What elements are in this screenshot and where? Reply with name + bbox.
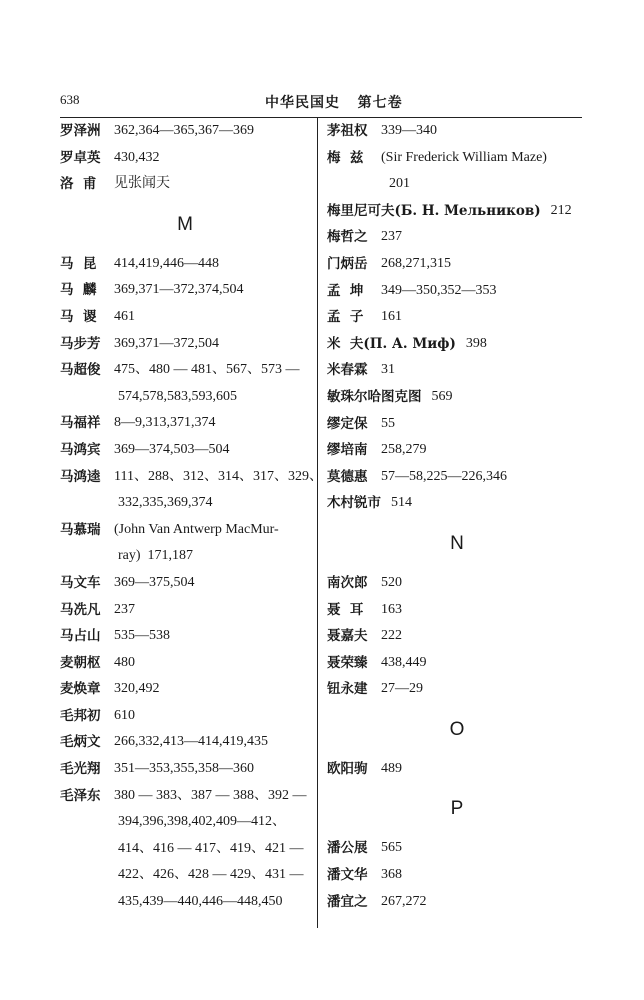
entry-name: 毛炳文: [60, 734, 101, 751]
entry-name: 马福祥: [60, 415, 101, 432]
entry-name: 马冼凡: [60, 601, 101, 618]
entry-pages: 369—374,503—504: [114, 441, 230, 457]
entry-pages: 349—350,352—353: [381, 282, 497, 298]
entry-name: 米春霖: [327, 362, 368, 379]
entry-name: 敏珠尔哈图克图: [327, 388, 422, 405]
entry-name: 毛邦初: [60, 707, 101, 724]
index-entry: [60, 650, 310, 677]
entry-name: 毛光翔: [60, 761, 101, 778]
entry-name: 门炳岳: [327, 255, 368, 272]
entry-name: 茅祖权: [327, 123, 368, 139]
entry-pages: 320,492: [114, 681, 160, 697]
entry-pages: 380 — 383、387 — 388、392 —: [114, 787, 307, 803]
index-entry: [327, 224, 587, 251]
entry-pages: 见张闻天: [114, 176, 170, 192]
entry-pages: 369,371—372,504: [114, 335, 219, 351]
index-entry: [327, 490, 587, 517]
entry-pages-continued: 574,578,583,593,605: [118, 388, 237, 404]
entry-pages-continued: 414、416 — 417、419、421 —: [118, 840, 304, 856]
index-entry: [327, 889, 587, 916]
entry-name: 钮永建: [327, 681, 368, 698]
entry-name: 梅 兹: [327, 149, 364, 166]
entry-name: 南次郎: [327, 574, 368, 591]
index-entry: [60, 410, 310, 437]
entry-name: 毛泽东: [60, 787, 101, 804]
entry-pages-continued: ray) 171,187: [118, 548, 194, 564]
index-entry: [327, 437, 587, 464]
index-entry: [327, 650, 587, 677]
entry-pages: 461: [114, 308, 135, 324]
entry-name: 麦朝枢: [60, 654, 101, 671]
entry-name: 马文车: [60, 574, 101, 591]
section-letter-m: M: [177, 213, 193, 235]
index-entry: [327, 278, 587, 305]
entry-name: 洛 甫: [60, 176, 97, 193]
entry-pages: 212: [550, 202, 572, 218]
section-letter-p: P: [450, 798, 464, 820]
index-entry: [60, 304, 310, 331]
entry-pages: 237: [114, 601, 135, 617]
index-entry: [60, 623, 310, 650]
entry-name: 马慕瑞: [60, 521, 101, 538]
entry-pages: 8—9,313,371,374: [114, 415, 216, 431]
entry-name: 聂荣臻: [327, 654, 368, 671]
entry-name: 聂嘉夫: [327, 628, 368, 645]
index-entry: [60, 570, 310, 597]
entry-pages: 480: [114, 654, 135, 670]
index-entry: [60, 118, 310, 145]
index-entry: [60, 703, 310, 730]
entry-pages: 569: [431, 388, 453, 404]
entry-pages: 57—58,225—226,346: [381, 468, 507, 484]
index-entry: [327, 676, 587, 703]
index-entry: [60, 783, 310, 810]
index-entry: [60, 597, 310, 624]
entry-pages-continued: 435,439—440,446—448,450: [118, 894, 283, 910]
index-entry: [327, 411, 587, 438]
index-entry: [327, 118, 587, 145]
entry-pages: 362,364—365,367—369: [114, 123, 254, 138]
entry-name: 马鸿宾: [60, 441, 101, 458]
index-entry: [60, 331, 310, 358]
entry-name: 马 麟: [60, 282, 97, 299]
index-entry: [60, 145, 310, 172]
index-entry: [60, 171, 310, 198]
entry-name: 马步芳: [60, 335, 101, 352]
entry-pages: 266,332,413—414,419,435: [114, 734, 268, 750]
entry-pages-continued: 201: [389, 176, 410, 192]
entry-name: 罗泽洲: [60, 123, 101, 139]
entry-pages: 237: [381, 229, 402, 245]
entry-pages: 565: [381, 840, 402, 856]
entry-pages: 610: [114, 707, 135, 723]
entry-pages: 339—340: [381, 123, 437, 138]
index-entry: [60, 729, 310, 756]
entry-pages: 369,371—372,374,504: [114, 282, 244, 298]
entry-name: 莫德惠: [327, 468, 368, 485]
right-column: [327, 118, 587, 915]
entry-name: 聂 耳: [327, 601, 364, 618]
entry-pages-continued: 394,396,398,402,409—412、: [118, 814, 286, 830]
entry-pages: 163: [381, 601, 402, 617]
entry-pages: 368: [381, 867, 402, 883]
index-entry: [327, 570, 587, 597]
entry-pages: 414,419,446—448: [114, 255, 219, 271]
entry-name: 木村锐市: [327, 495, 381, 512]
entry-pages: 27—29: [381, 681, 423, 697]
entry-name: 潘宜之: [327, 893, 368, 910]
entry-pages: 161: [381, 309, 402, 325]
entry-name: 米 夫(П. А. Миф): [327, 335, 456, 352]
index-entry: [60, 437, 310, 464]
entry-pages: 55: [381, 415, 395, 431]
entry-pages: 258,279: [381, 442, 427, 458]
entry-pages: 111、288、312、314、317、329、: [114, 468, 323, 484]
entry-pages: 351—353,355,358—360: [114, 761, 254, 777]
left-column: [60, 118, 323, 916]
entry-pages: 268,271,315: [381, 255, 451, 271]
index-entry: [327, 862, 587, 889]
entry-pages: 398: [465, 335, 487, 351]
entry-name: 潘公展: [327, 840, 368, 857]
entry-name: 缪定保: [327, 415, 368, 432]
section-letter-o: O: [449, 718, 465, 740]
entry-pages-continued: 422、426、428 — 429、431 —: [118, 867, 304, 883]
index-entry: [327, 198, 587, 225]
entry-pages: (Sir Frederick William Maze): [381, 149, 547, 165]
index-entry: [60, 277, 310, 304]
entry-name: 麦焕章: [60, 681, 101, 698]
running-title: 中华民国史 第七卷: [265, 95, 403, 111]
entry-name: 潘文华: [327, 867, 368, 884]
entry-pages: 31: [381, 362, 395, 378]
index-entry: [327, 145, 587, 172]
entry-pages: 475、480 — 481、567、573 —: [114, 362, 300, 378]
entry-name: 马 昆: [60, 255, 97, 272]
index-entry: [327, 331, 587, 358]
index-entry: [327, 357, 587, 384]
entry-name: 马超俊: [60, 362, 101, 379]
entry-pages: 514: [391, 495, 412, 511]
entry-name: 梅里尼可夫(Б. Н. Мельников): [327, 202, 541, 219]
index-entry: [60, 251, 310, 278]
entry-pages: 222: [381, 628, 402, 644]
index-entry: [327, 251, 587, 278]
entry-name: 罗卓英: [60, 149, 101, 166]
index-entry: [327, 384, 587, 411]
entry-name: 马鸿逵: [60, 468, 101, 485]
entry-pages: 430,432: [114, 149, 160, 165]
index-entry: [327, 597, 587, 624]
entry-name: 马 谡: [60, 308, 97, 325]
entry-name: 马占山: [60, 628, 101, 645]
index-entry: [60, 517, 310, 544]
index-entry: [60, 464, 323, 491]
section-letter-n: N: [450, 532, 464, 554]
index-entry: [60, 756, 310, 783]
page-header: [60, 92, 582, 116]
entry-pages: 489: [381, 760, 402, 776]
entry-pages: 267,272: [381, 893, 427, 909]
entry-pages: (John Van Antwerp MacMur-: [114, 521, 279, 537]
index-entry: [327, 464, 587, 491]
index-entry: [60, 357, 310, 384]
entry-name: 欧阳驹: [327, 760, 368, 777]
entry-pages: 520: [381, 574, 402, 590]
entry-name: 梅哲之: [327, 229, 368, 246]
page-number: 638: [60, 92, 80, 107]
entry-name: 孟 子: [327, 309, 364, 326]
column-divider: [317, 118, 318, 928]
entry-name: 孟 坤: [327, 282, 364, 299]
index-entry: [60, 676, 310, 703]
index-entry: [327, 623, 587, 650]
index-entry: [327, 304, 587, 331]
index-entry: [327, 835, 587, 862]
entry-pages: 438,449: [381, 654, 427, 670]
entry-name: 缪培南: [327, 442, 368, 459]
index-entry: [327, 756, 587, 783]
entry-pages: 535—538: [114, 628, 170, 644]
entry-pages: 369—375,504: [114, 574, 195, 590]
entry-pages-continued: 332,335,369,374: [118, 495, 213, 511]
